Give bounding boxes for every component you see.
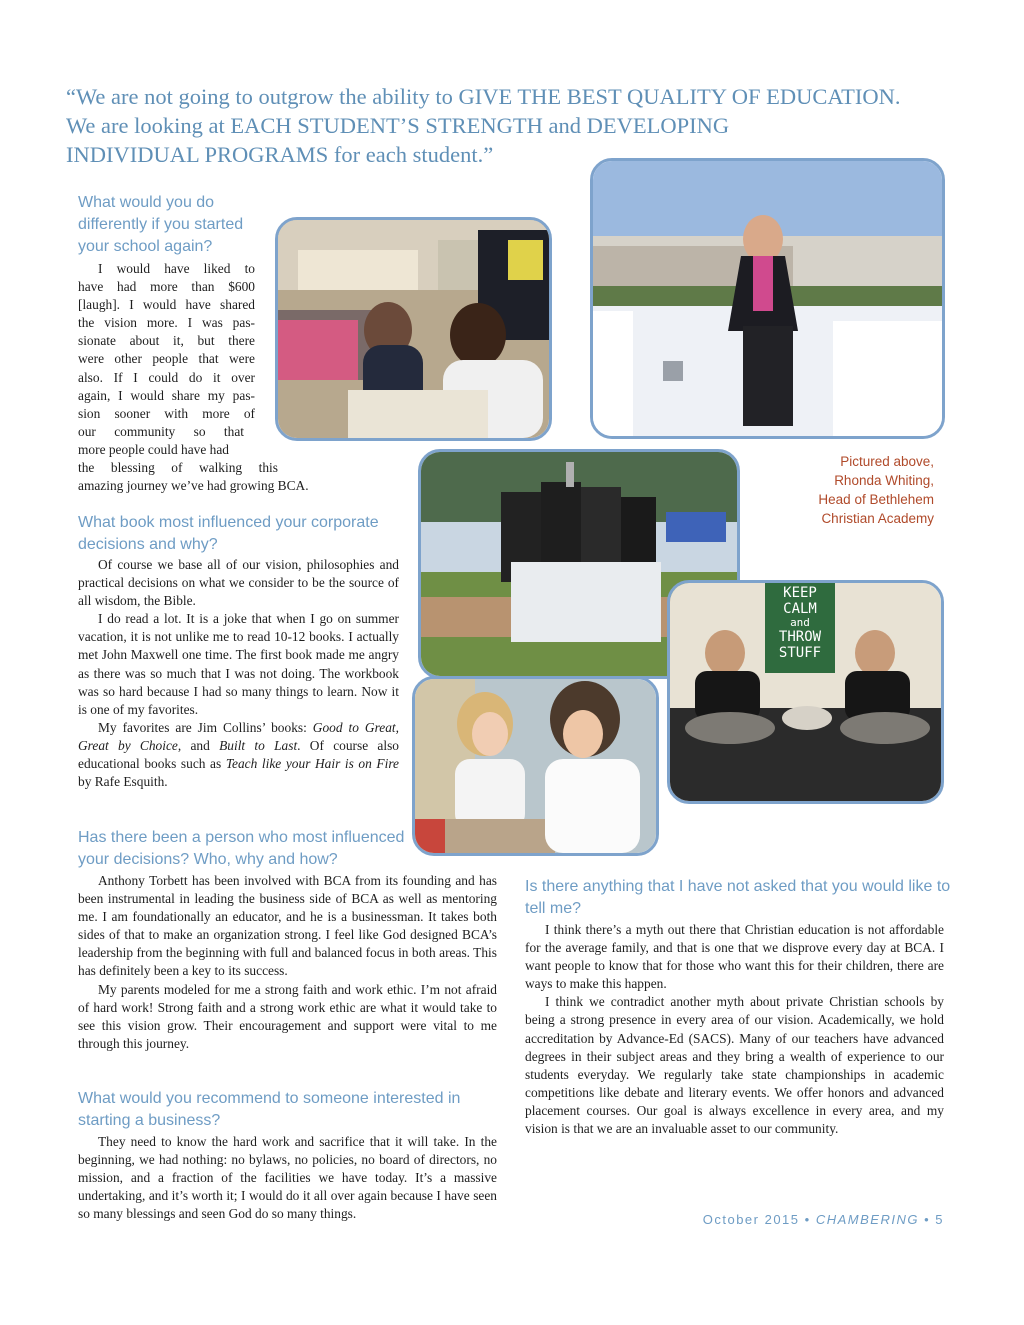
answer-text [78, 1133, 497, 1223]
text-span: , and [177, 737, 220, 753]
question-heading [78, 512, 398, 556]
portrait-image [593, 161, 942, 436]
page-number: 5 [935, 1212, 944, 1227]
text-line: also. If I could do it over [78, 369, 255, 385]
classroom-image [278, 220, 549, 438]
portrait-photo [590, 158, 945, 439]
poster-line: CALM [783, 601, 817, 617]
paragraph: I do read a lot. It is a joke that when I go on summer vacation, it is not unlike me to read 10-12 books. I actually met John Maxwell one time. The first book made me angry as there was so much that I was not doing. The workbook was so hard because I had so many things to learn. Now it is one of my favorites. [78, 611, 399, 717]
question-line: What would you do [78, 194, 215, 211]
question-line: Is there anything that I have not asked that you would like to [525, 878, 951, 895]
text-line: our community so that [78, 423, 244, 439]
pull-quote [66, 82, 996, 169]
caption-line: Pictured above, [840, 454, 934, 469]
pull-quote-line: “We are not going to outgrow the ability to GIVE THE BEST QUALITY OF EDUCATION. [66, 84, 901, 109]
question-line: What book most influenced your corporate [78, 514, 379, 531]
answer-text [78, 872, 497, 1053]
poster-line: THROW [778, 629, 822, 645]
book-title: Built to Last [219, 737, 298, 753]
question-line: differently if you started [78, 216, 244, 233]
question-line: your school again? [78, 238, 213, 255]
question-line: decisions and why? [78, 536, 218, 553]
text-line: sionate about it, but there [78, 333, 255, 349]
poster-line: KEEP [783, 585, 817, 601]
text-line: amazing journey we’ve had growing BCA. [78, 478, 309, 494]
text-line: sion sooner with more of [78, 405, 255, 421]
reading-photo [412, 676, 659, 856]
paragraph: Of course we base all of our vision, philosophies and practical decisions on what we consider to be the source of all wisdom, the Bible. [78, 557, 399, 609]
paragraph: Anthony Torbett has been involved with BCA from its founding and has been instrumental in leading the business side of BCA as well as mentoring me. I am foundationally an educator, and he is a businessman. It takes both sides of that to make an organization strong. I feel like God designed BCA’s leadership from the beginning with full and balanced focus in both areas. This has definitely been a key to its success. [78, 873, 497, 979]
question-line: What would you recommend to someone interested in [78, 1090, 461, 1107]
text-line: more people could have had [78, 441, 229, 457]
paragraph: My parents modeled for me a strong faith and work ethic. I’m not afraid of hard work! Strong faith and a strong work ethic are what it would take to see this vision grow. Their encouragement and support were vital to me through this journey. [78, 981, 497, 1051]
question-line: starting a business? [78, 1112, 221, 1129]
paragraph: They need to know the hard work and sacrifice that it will take. In the beginning, we had nothing: no bylaws, no policies, no board of directors, no mission, and a fraction of the facilities we have today. It’s a massive undertaking, and it’s worth it; I would do it all over again because I have seen so many blessings and seen God do so many things. [78, 1134, 497, 1222]
paragraph: I think there’s a myth out there that Christian education is not affordable for the average family, and that is one that we disprove every day at BCA. I want people to know that for those who want this for their children, there are ways to make this happen. [525, 922, 944, 992]
text-line: I would have liked to [98, 261, 255, 276]
footer-separator: • [924, 1212, 931, 1227]
book-title: Teach like your Hair is on Fire [225, 756, 399, 772]
pull-quote-line: INDIVIDUAL PROGRAMS for each student.” [66, 142, 494, 167]
paragraph: I think we contradict another myth about private Christian schools by being a strong presence in every area of our vision. Academically, we hold accreditation by Advance-Ed (SACS). Many of our teachers have advanced degrees in their subject areas and they bring a wealth of experience to our students everyday. We regularly take state championships in academic competitions like debate and literary events. We offer honors and advanced placement courses. Our goal is always excellence in every area, and my vision is that we are an invaluable asset to our community. [525, 994, 944, 1137]
question-heading [78, 192, 278, 258]
question-heading [78, 1088, 498, 1132]
answer-text [78, 556, 399, 791]
poster-line: and [790, 616, 810, 629]
pottery-photo [667, 580, 944, 804]
text-line: have had more than $600 [78, 279, 255, 295]
book-title: Good to Great, Great by Choice [78, 719, 399, 753]
caption-line: Christian Academy [821, 511, 934, 526]
text-line: the blessing of walking this [78, 460, 278, 476]
photo-caption [764, 452, 934, 528]
text-line: were other people that were [78, 351, 255, 367]
paragraph [78, 719, 399, 791]
classroom-photo [275, 217, 552, 441]
footer-separator: • [804, 1212, 811, 1227]
poster-line: STUFF [778, 645, 822, 661]
keep-calm-poster [768, 585, 832, 661]
pull-quote-line: We are looking at EACH STUDENT’S STRENGTH and DEVELOPING [66, 113, 730, 138]
question-heading [78, 827, 408, 871]
caption-line: Rhonda Whiting, [834, 473, 934, 488]
answer-text [525, 921, 944, 1138]
text-line: again, I would share my pas- [78, 387, 255, 403]
caption-line: Head of Bethlehem [818, 492, 934, 507]
text-line: [laugh]. I would have shared [78, 297, 255, 313]
text-line: the vision more. I was pas- [78, 315, 255, 331]
text-span: . Of course also educational books such as [78, 737, 399, 772]
text-span: My favorites are Jim Collins’ books: [98, 719, 313, 735]
reading-image [415, 679, 656, 853]
text-span: by Rafe Esquith. [78, 774, 168, 790]
question-line: Has there been a person who most influenced [78, 829, 405, 846]
footer-date: October 2015 [702, 1212, 800, 1227]
publication-name: CHAMBERING [815, 1212, 919, 1227]
question-line: tell me? [525, 900, 582, 917]
question-heading [525, 876, 955, 920]
page-footer [703, 1212, 944, 1227]
question-line: your decisions? Who, why and how? [78, 851, 338, 868]
